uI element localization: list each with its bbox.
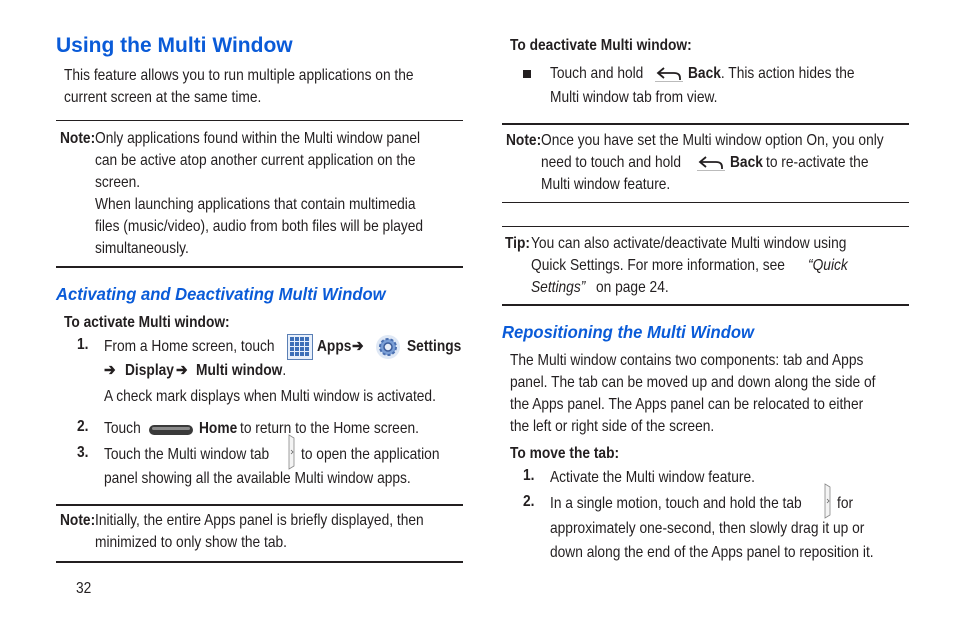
cross-reference-link[interactable]: “Quick bbox=[808, 257, 848, 274]
back-arrow-icon bbox=[697, 155, 725, 176]
paragraph-line: panel. The tab can be moved up and down along the side of bbox=[510, 374, 876, 391]
home-button-icon bbox=[148, 423, 194, 441]
step-subtext: A check mark displays when Multi window is activated. bbox=[104, 388, 436, 405]
arrow-glyph: ➔ bbox=[104, 362, 116, 379]
apps-label: Apps bbox=[317, 338, 352, 355]
note-line: Multi window feature. bbox=[541, 176, 671, 193]
paragraph-line: the Apps panel. The Apps panel can be relocated to either bbox=[510, 396, 864, 413]
step-number: 3. bbox=[77, 444, 89, 461]
step-text: Touch the Multi window tab bbox=[104, 446, 270, 463]
step-text: for bbox=[837, 495, 854, 512]
step-text: to return to the Home screen. bbox=[240, 420, 419, 437]
note-line: simultaneously. bbox=[95, 240, 189, 257]
note-line: screen. bbox=[95, 174, 141, 191]
section-heading: Activating and Deactivating Multi Window bbox=[56, 284, 386, 304]
settings-gear-icon bbox=[375, 334, 401, 365]
note-label: Note: bbox=[60, 512, 96, 529]
tip-line: Quick Settings. For more information, see bbox=[531, 257, 785, 274]
step-text: to open the application bbox=[301, 446, 440, 463]
tip-line: You can also activate/deactivate Multi window using bbox=[531, 235, 847, 252]
step-text: panel showing all the available Multi window apps. bbox=[104, 470, 411, 487]
divider bbox=[502, 123, 909, 125]
note-label: Note: bbox=[506, 132, 542, 149]
cross-reference-link[interactable]: Settings” bbox=[531, 279, 586, 296]
back-arrow-icon bbox=[655, 66, 683, 87]
apps-grid-icon bbox=[287, 334, 313, 365]
step-text: Activate the Multi window feature. bbox=[550, 469, 755, 486]
tip-label: Tip: bbox=[505, 235, 530, 252]
note-line: Only applications found within the Multi window panel bbox=[95, 130, 421, 147]
page-title: Using the Multi Window bbox=[56, 34, 293, 57]
step-number: 1. bbox=[77, 336, 89, 353]
step-text: approximately one-second, then slowly drag it up or bbox=[550, 520, 865, 537]
procedure-heading: To activate Multi window: bbox=[64, 314, 230, 331]
note-line: When launching applications that contain multimedia bbox=[95, 196, 416, 213]
divider bbox=[56, 561, 463, 563]
note-line: minimized to only show the tab. bbox=[95, 534, 287, 551]
divider bbox=[56, 266, 463, 268]
step-number: 2. bbox=[523, 493, 535, 510]
divider bbox=[56, 504, 463, 506]
section-heading: Repositioning the Multi Window bbox=[502, 322, 754, 342]
note-line: Once you have set the Multi window option On, you only bbox=[541, 132, 884, 149]
step-number: 1. bbox=[523, 467, 535, 484]
bullet-text: Multi window tab from view. bbox=[550, 89, 718, 106]
intro-line-2: current screen at the same time. bbox=[64, 89, 262, 106]
note-line: can be active atop another current application on the bbox=[95, 152, 416, 169]
settings-label: Settings bbox=[407, 338, 462, 355]
arrow-glyph: ➔ bbox=[176, 362, 188, 379]
tip-line: on page 24. bbox=[596, 279, 669, 296]
back-label: Back bbox=[730, 154, 763, 171]
note-line: Initially, the entire Apps panel is briefly displayed, then bbox=[95, 512, 424, 529]
bullet-text: Touch and hold bbox=[550, 65, 644, 82]
display-label: Display bbox=[125, 362, 174, 379]
divider bbox=[502, 304, 909, 306]
home-label: Home bbox=[199, 420, 238, 437]
paragraph-line: the left or right side of the screen. bbox=[510, 418, 715, 435]
back-label: Back. This action hides the bbox=[688, 65, 855, 82]
page-number: 32 bbox=[76, 580, 92, 597]
note-line: to re-activate the bbox=[766, 154, 869, 171]
divider bbox=[502, 202, 909, 203]
divider bbox=[502, 226, 909, 227]
multi-window-label: Multi window. bbox=[196, 362, 287, 379]
procedure-heading: To move the tab: bbox=[510, 445, 620, 462]
procedure-heading: To deactivate Multi window: bbox=[510, 37, 692, 54]
intro-line-1: This feature allows you to run multiple applications on the bbox=[64, 67, 414, 84]
step-text: From a Home screen, touch bbox=[104, 338, 275, 355]
arrow-glyph: ➔ bbox=[352, 338, 364, 355]
step-text: In a single motion, touch and hold the tab bbox=[550, 495, 802, 512]
note-line: need to touch and hold bbox=[541, 154, 682, 171]
note-line: files (music/video), audio from both files will be played bbox=[95, 218, 424, 235]
square-bullet-icon bbox=[523, 70, 531, 78]
step-text: down along the end of the Apps panel to reposition it. bbox=[550, 544, 874, 561]
divider bbox=[56, 120, 463, 121]
paragraph-line: The Multi window contains two components: tab and Apps bbox=[510, 352, 864, 369]
step-number: 2. bbox=[77, 418, 89, 435]
note-label: Note: bbox=[60, 130, 96, 147]
step-text: Touch bbox=[104, 420, 141, 437]
